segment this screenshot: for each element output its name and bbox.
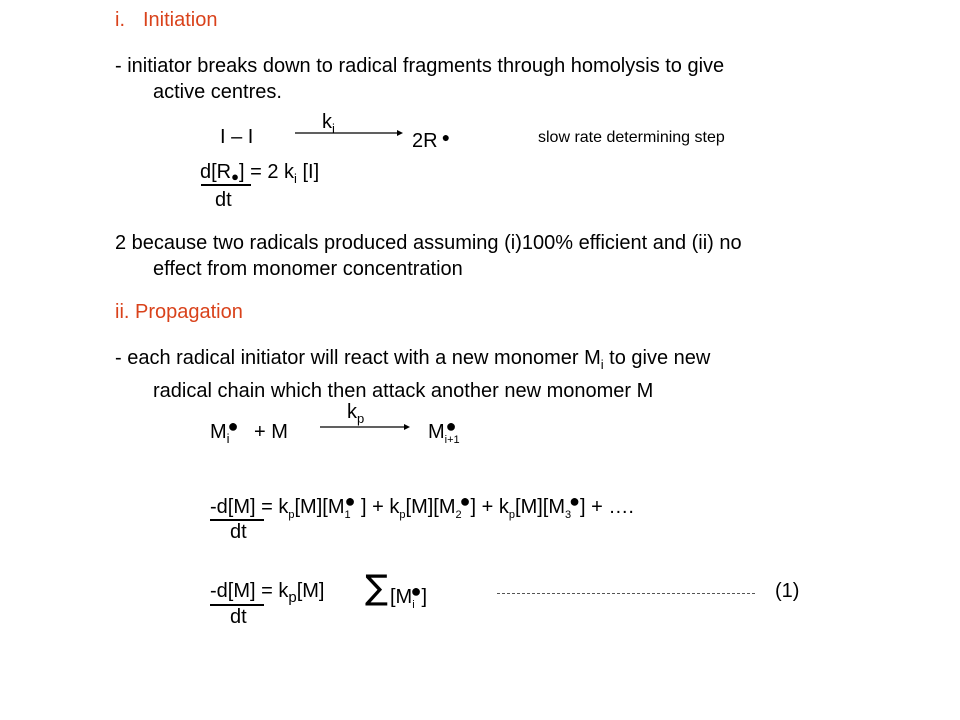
propagation-desc-line2: radical chain which then attack another new monomer M <box>153 380 654 402</box>
eq1-sub-1: 1 <box>344 509 351 521</box>
product-sub: i+1 <box>444 434 460 446</box>
explain-line2: effect from monomer concentration <box>153 258 463 280</box>
eq1-part2: [M][M <box>294 496 345 518</box>
eq2-part3: [M <box>390 586 413 608</box>
slow-step-note: slow rate determining step <box>538 129 725 146</box>
prop-desc-b: to give new <box>603 347 711 369</box>
eq1-sub-2: 2 <box>455 509 462 521</box>
eq1-part6: [M][M <box>515 496 566 518</box>
eq2-part2: [M] <box>296 580 325 602</box>
equation-label: (1) <box>775 580 800 602</box>
eq1-sub-p: p <box>399 509 406 521</box>
initiation-title: Initiation <box>143 9 218 31</box>
k-subscript: i <box>332 121 335 136</box>
radical-dot-icon: ● <box>227 416 239 436</box>
reactant-m: M <box>210 421 227 443</box>
reactant-sub: i <box>226 431 230 446</box>
radical-dot-icon: ● <box>459 491 471 511</box>
prop-desc-sub: i <box>600 357 604 372</box>
eq1-part4: [M][M <box>405 496 456 518</box>
initiation-desc-line1: - initiator breaks down to radical fragments through homolysis to give <box>115 55 725 77</box>
eq1-part5: ] + k <box>470 496 509 518</box>
eq1-part7: ] + …. <box>580 496 634 518</box>
eq2-part1: -d[M] = k <box>210 580 289 602</box>
radical-dot-icon: ● <box>410 581 422 601</box>
rate-num-sub: i <box>294 171 297 186</box>
product-m: M <box>428 421 445 443</box>
rate-num-part3: [I] <box>296 161 320 183</box>
radical-dot-icon: ● <box>344 491 356 511</box>
eq1-sub-p: p <box>288 509 295 521</box>
rate-num-part2: ] = 2 k <box>238 161 295 183</box>
rate-equation-expanded <box>210 489 634 527</box>
rate-eq2-denominator: dt <box>230 606 247 628</box>
eq1-sub-p: p <box>508 509 516 521</box>
radical-dot-icon: ● <box>569 491 581 511</box>
kp-symbol: k <box>347 401 357 423</box>
sigma-icon: ∑ <box>365 568 388 608</box>
radical-dot-icon: ● <box>441 129 451 145</box>
sum-term <box>390 579 427 617</box>
product-2r: 2R <box>412 130 438 152</box>
radical-dot-icon: ● <box>445 416 457 436</box>
eq1-part1: -d[M] = k <box>210 496 289 518</box>
eq1-sub-3: 3 <box>565 509 572 521</box>
radical-dot-icon: ● <box>231 169 239 184</box>
prop-desc-a: - each radical initiator will react with a new monomer M <box>115 347 601 369</box>
initiation-desc-line2: active centres. <box>153 81 282 103</box>
initiation-number: i. <box>115 9 125 31</box>
eq2-part4: ] <box>421 586 428 608</box>
propagation-heading: ii. Propagation <box>115 301 243 323</box>
k-symbol: k <box>322 111 332 133</box>
rate-num-part1: d[R <box>200 161 232 183</box>
dashed-leader <box>497 593 755 594</box>
eq2-sub-i: i <box>412 599 415 611</box>
eq1-part3: ] + k <box>361 496 400 518</box>
eq2-sub-p: p <box>288 589 297 606</box>
reactant-plus-m: + M <box>254 421 288 443</box>
rate-equation-denominator: dt <box>215 189 232 211</box>
reaction-reactant: I – I <box>220 126 254 148</box>
propagation-product <box>428 414 460 452</box>
explain-line1: 2 because two radicals produced assuming (i)100% efficient and (ii) no <box>115 232 742 254</box>
rate-eq1-denominator: dt <box>230 521 247 543</box>
kp-subscript: p <box>357 411 365 426</box>
